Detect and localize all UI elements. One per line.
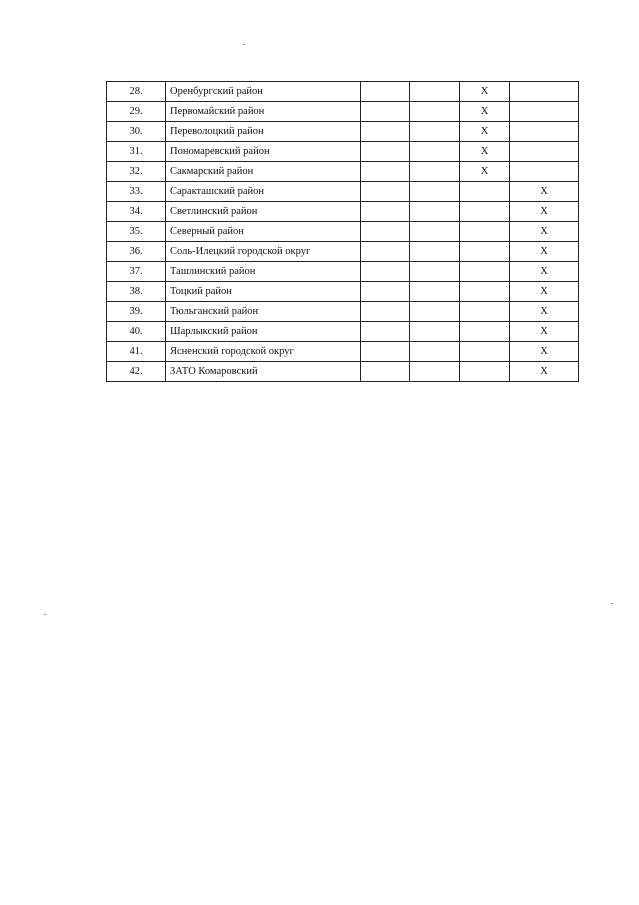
table-row	[107, 282, 579, 302]
row-number: 32.	[107, 162, 166, 182]
empty-cell-1	[361, 202, 410, 222]
empty-cell-2	[410, 302, 460, 322]
mark-cell-3	[460, 322, 510, 342]
empty-cell-1	[361, 102, 410, 122]
mark-cell-4: X	[510, 322, 579, 342]
empty-cell-2	[410, 342, 460, 362]
empty-cell-1	[361, 142, 410, 162]
district-name: Ташлинский район	[166, 262, 361, 282]
mark-cell-4: X	[510, 222, 579, 242]
regions-table-body	[107, 82, 579, 382]
empty-cell-1	[361, 222, 410, 242]
empty-cell-1	[361, 262, 410, 282]
empty-cell-2	[410, 222, 460, 242]
mark-cell-3	[460, 202, 510, 222]
row-number: 40.	[107, 322, 166, 342]
row-number: 34.	[107, 202, 166, 222]
district-name: Ясненский городской округ	[166, 342, 361, 362]
empty-cell-1	[361, 362, 410, 382]
mark-cell-4: X	[510, 282, 579, 302]
row-number: 30.	[107, 122, 166, 142]
regions-table	[106, 81, 579, 382]
mark-cell-3: X	[460, 122, 510, 142]
empty-cell-2	[410, 162, 460, 182]
mark-cell-4	[510, 102, 579, 122]
mark-cell-4	[510, 82, 579, 102]
row-number: 35.	[107, 222, 166, 242]
empty-cell-2	[410, 362, 460, 382]
empty-cell-2	[410, 322, 460, 342]
empty-cell-1	[361, 82, 410, 102]
mark-cell-4: X	[510, 302, 579, 322]
mark-cell-3	[460, 302, 510, 322]
mark-cell-3	[460, 182, 510, 202]
row-number: 42.	[107, 362, 166, 382]
table-row	[107, 242, 579, 262]
mark-cell-4: X	[510, 362, 579, 382]
district-name: Пономаревский район	[166, 142, 361, 162]
row-number: 38.	[107, 282, 166, 302]
empty-cell-2	[410, 82, 460, 102]
empty-cell-1	[361, 182, 410, 202]
district-name: Тюльганский район	[166, 302, 361, 322]
row-number: 37.	[107, 262, 166, 282]
district-name: Переволоцкий район	[166, 122, 361, 142]
table-row	[107, 142, 579, 162]
table-row	[107, 162, 579, 182]
mark-cell-4: X	[510, 202, 579, 222]
mark-cell-4	[510, 122, 579, 142]
mark-cell-3: X	[460, 82, 510, 102]
mark-cell-3	[460, 342, 510, 362]
mark-cell-4: X	[510, 242, 579, 262]
empty-cell-1	[361, 302, 410, 322]
mark-cell-3	[460, 242, 510, 262]
table-row	[107, 302, 579, 322]
district-name: Северный район	[166, 222, 361, 242]
district-name: ЗАТО Комаровский	[166, 362, 361, 382]
row-number: 36.	[107, 242, 166, 262]
empty-cell-1	[361, 242, 410, 262]
empty-cell-1	[361, 122, 410, 142]
mark-cell-3	[460, 362, 510, 382]
district-name: Тоцкий район	[166, 282, 361, 302]
mark-cell-3: X	[460, 102, 510, 122]
scan-speck	[44, 614, 46, 615]
mark-cell-3: X	[460, 142, 510, 162]
mark-cell-4: X	[510, 262, 579, 282]
empty-cell-2	[410, 262, 460, 282]
empty-cell-2	[410, 242, 460, 262]
district-name: Соль-Илецкий городской округ	[166, 242, 361, 262]
empty-cell-1	[361, 342, 410, 362]
table-row	[107, 82, 579, 102]
row-number: 39.	[107, 302, 166, 322]
empty-cell-2	[410, 142, 460, 162]
empty-cell-2	[410, 202, 460, 222]
empty-cell-2	[410, 182, 460, 202]
table-row	[107, 102, 579, 122]
empty-cell-2	[410, 282, 460, 302]
district-name: Светлинский район	[166, 202, 361, 222]
row-number: 33.	[107, 182, 166, 202]
table-row	[107, 322, 579, 342]
row-number: 41.	[107, 342, 166, 362]
empty-cell-1	[361, 162, 410, 182]
row-number: 29.	[107, 102, 166, 122]
district-name: Шарлыкский район	[166, 322, 361, 342]
table-row	[107, 182, 579, 202]
table-row	[107, 122, 579, 142]
mark-cell-3	[460, 222, 510, 242]
mark-cell-3	[460, 282, 510, 302]
mark-cell-4: X	[510, 182, 579, 202]
mark-cell-3: X	[460, 162, 510, 182]
district-name: Первомайский район	[166, 102, 361, 122]
table-row	[107, 222, 579, 242]
row-number: 31.	[107, 142, 166, 162]
table-row	[107, 362, 579, 382]
scan-speck	[243, 44, 245, 45]
scan-speck	[611, 603, 613, 604]
mark-cell-4	[510, 162, 579, 182]
row-number: 28.	[107, 82, 166, 102]
mark-cell-4	[510, 142, 579, 162]
mark-cell-3	[460, 262, 510, 282]
table-row	[107, 262, 579, 282]
empty-cell-1	[361, 322, 410, 342]
table-row	[107, 202, 579, 222]
empty-cell-1	[361, 282, 410, 302]
mark-cell-4: X	[510, 342, 579, 362]
district-name: Сакмарский район	[166, 162, 361, 182]
district-name: Саракташский район	[166, 182, 361, 202]
table-row	[107, 342, 579, 362]
district-name: Оренбургский район	[166, 82, 361, 102]
empty-cell-2	[410, 102, 460, 122]
empty-cell-2	[410, 122, 460, 142]
